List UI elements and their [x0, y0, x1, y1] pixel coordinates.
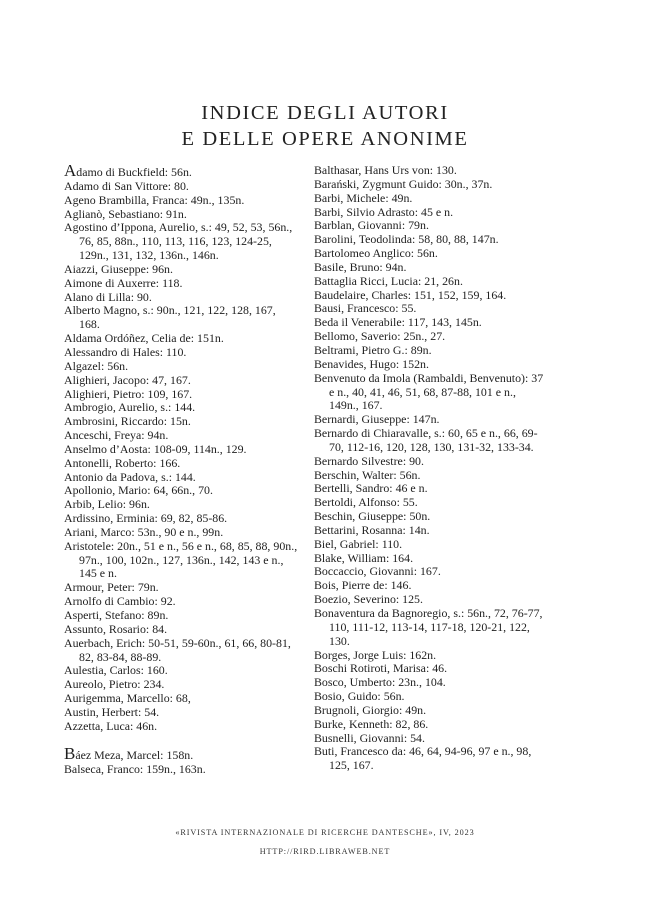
index-entry: Bertoldi, Alfonso: 55.	[314, 495, 418, 510]
index-entry: Aldama Ordóñez, Celia de: 151n.	[64, 331, 224, 346]
index-entry: Aglianò, Sebastiano: 91n.	[64, 206, 187, 221]
index-entry: Biel, Gabriel: 110.	[314, 536, 403, 551]
index-entry	[64, 744, 298, 764]
index-entry: Benavides, Hugo: 152n.	[314, 356, 429, 371]
index-entry: Bettarini, Rosanna: 14n.	[314, 522, 430, 537]
title-line-2: E DELLE OPERE ANONIME	[181, 128, 469, 150]
index-entry: Busnelli, Giovanni: 54.	[314, 730, 425, 745]
index-entry: Bernardo Silvestre: 90.	[314, 453, 424, 468]
index-entry: Antonio da Padova, s.: 144.	[64, 469, 196, 484]
index-entry: Ambrosini, Riccardo: 15n.	[64, 414, 191, 429]
index-entry: Adamo di San Vittore: 80.	[64, 178, 189, 193]
index-entry: Barolini, Teodolinda: 58, 80, 88, 147n.	[314, 232, 499, 247]
index-entry: Barbi, Michele: 49n.	[314, 190, 413, 205]
title-line-1: INDICE DEGLI AUTORI	[201, 102, 449, 124]
index-entry: Baudelaire, Charles: 151, 152, 159, 164.	[314, 287, 507, 302]
index-entry: Arnolfo di Cambio: 92.	[64, 594, 176, 609]
index-entry: Boschi Rotiroti, Marisa: 46.	[314, 661, 448, 676]
index-entry: Alighieri, Jacopo: 47, 167.	[64, 372, 191, 387]
index-entry: Brugnoli, Giorgio: 49n.	[314, 702, 427, 717]
index-entry: Beschin, Giuseppe: 50n.	[314, 509, 431, 524]
index-entry: Balseca, Franco: 159n., 163n.	[64, 762, 206, 777]
index-entry: Beda il Venerabile: 117, 143, 145n.	[314, 315, 482, 330]
index-entry-text: áez Meza, Marcel: 158n.	[75, 748, 194, 763]
index-entry: Apollonio, Mario: 64, 66n., 70.	[64, 483, 213, 498]
index-entry: Aulestia, Carlos: 160.	[64, 663, 168, 678]
index-entry: Borges, Jorge Luis: 162n.	[314, 647, 437, 662]
section-initial-letter: B	[64, 744, 76, 764]
index-entry: Bellomo, Saverio: 25n., 27.	[314, 329, 446, 344]
index-entry: Barblan, Giovanni: 79n.	[314, 218, 429, 233]
index-entry: Bosco, Umberto: 23n., 104.	[314, 675, 446, 690]
index-entry: Auerbach, Erich: 50-51, 59-60n., 61, 66, 80-81, 82, 83-84, 88-89.	[64, 635, 291, 664]
footer-url: HTTP://RIRD.LIBRAWEB.NET	[259, 847, 391, 856]
index-entry: Aristotele: 20n., 51 e n., 56 e n., 68, 85, 88, 90n., 97n., 100, 102n., 127, 136n., 142, 143 e n., 145 e n.	[64, 538, 298, 581]
index-entry: Battaglia Ricci, Lucia: 21, 26n.	[314, 273, 463, 288]
index-entry: Aimone di Auxerre: 118.	[64, 275, 183, 290]
index-entry: Basile, Bruno: 94n.	[314, 259, 407, 274]
index-entry: Ambrogio, Aurelio, s.: 144.	[64, 400, 196, 415]
index-entry: Boccaccio, Giovanni: 167.	[314, 564, 441, 579]
index-column-right	[314, 164, 548, 773]
index-entry: Aureolo, Pietro: 234.	[64, 677, 165, 692]
index-entry: Bernardi, Giuseppe: 147n.	[314, 412, 440, 427]
index-entry: Anselmo d’Aosta: 108-09, 114n., 129.	[64, 441, 247, 456]
index-entry: Algazel: 56n.	[64, 358, 129, 373]
index-entry: Beltrami, Pietro G.: 89n.	[314, 342, 432, 357]
index-entry: Berschin, Walter: 56n.	[314, 467, 421, 482]
index-entry	[64, 161, 298, 180]
index-entry: Alessandro di Hales: 110.	[64, 344, 187, 359]
index-entry: Buti, Francesco da: 46, 64, 94-96, 97 e n., 98, 125, 167.	[314, 744, 532, 773]
index-entry: Barbi, Silvio Adrasto: 45 e n.	[314, 204, 454, 219]
index-entry: Aurigemma, Marcello: 68,	[64, 691, 191, 706]
index-entry: Blake, William: 164.	[314, 550, 414, 565]
index-entry: Burke, Kenneth: 82, 86.	[314, 716, 429, 731]
index-entry: Boezio, Severino: 125.	[314, 592, 423, 607]
footer-journal-citation: «RIVISTA INTERNAZIONALE DI RICERCHE DANTESCHE», IV, 2023	[175, 828, 475, 837]
index-entry: Arbib, Lelio: 96n.	[64, 497, 150, 512]
index-entry: Balthasar, Hans Urs von: 130.	[314, 163, 457, 177]
index-entry: Antonelli, Roberto: 166.	[64, 455, 181, 470]
index-entry: Azzetta, Luca: 46n.	[64, 718, 158, 733]
index-entry: Ardissino, Erminia: 69, 82, 85-86.	[64, 511, 228, 526]
index-entry: Ageno Brambilla, Franca: 49n., 135n.	[64, 192, 245, 207]
index-entry: Bois, Pierre de: 146.	[314, 578, 412, 593]
index-column-left	[64, 161, 298, 777]
index-entry: Assunto, Rosario: 84.	[64, 621, 168, 636]
page-title	[0, 100, 650, 152]
index-entry: Agostino d’Ippona, Aurelio, s.: 49, 52, 53, 56n., 76, 85, 88n., 110, 113, 116, 123, 124-25, 129n., 131, 132, 136n., 146n.	[64, 220, 293, 263]
index-entry: Alberto Magno, s.: 90n., 121, 122, 128, 167, 168.	[64, 303, 276, 332]
index-entry: Alighieri, Pietro: 109, 167.	[64, 386, 193, 401]
index-entry: Austin, Herbert: 54.	[64, 704, 160, 719]
index-entry: Bausi, Francesco: 55.	[314, 301, 417, 316]
section-initial-letter: A	[64, 161, 77, 180]
index-entry: Bosio, Guido: 56n.	[314, 689, 405, 704]
index-entry: Bernardo di Chiaravalle, s.: 60, 65 e n., 66, 69-70, 112-16, 120, 128, 130, 131-32, 133-34.	[314, 426, 538, 454]
letter-section-gap	[64, 734, 298, 748]
index-entry: Asperti, Stefano: 89n.	[64, 608, 169, 622]
index-entry: Ariani, Marco: 53n., 90 e n., 99n.	[64, 524, 224, 539]
index-entry: Anceschi, Freya: 94n.	[64, 428, 169, 443]
index-entry: Aiazzi, Giuseppe: 96n.	[64, 261, 173, 276]
index-entry: Barański, Zygmunt Guido: 30n., 37n.	[314, 176, 493, 191]
index-entry: Alano di Lilla: 90.	[64, 289, 152, 304]
index-entry: Bertelli, Sandro: 46 e n.	[314, 481, 428, 496]
index-entry: Armour, Peter: 79n.	[64, 580, 159, 595]
index-entry: Bartolomeo Anglico: 56n.	[314, 246, 438, 261]
index-entry: Benvenuto da Imola (Rambaldi, Benvenuto): 37 e n., 40, 41, 46, 51, 68, 87-88, 101 e n., 149n., 167.	[314, 370, 544, 413]
index-entry: Bonaventura da Bagnoregio, s.: 56n., 72, 76-77, 110, 111-12, 113-14, 117-18, 120-21, 122, 130.	[314, 606, 543, 648]
index-entry-text: damo di Buckfield: 56n.	[76, 165, 192, 179]
